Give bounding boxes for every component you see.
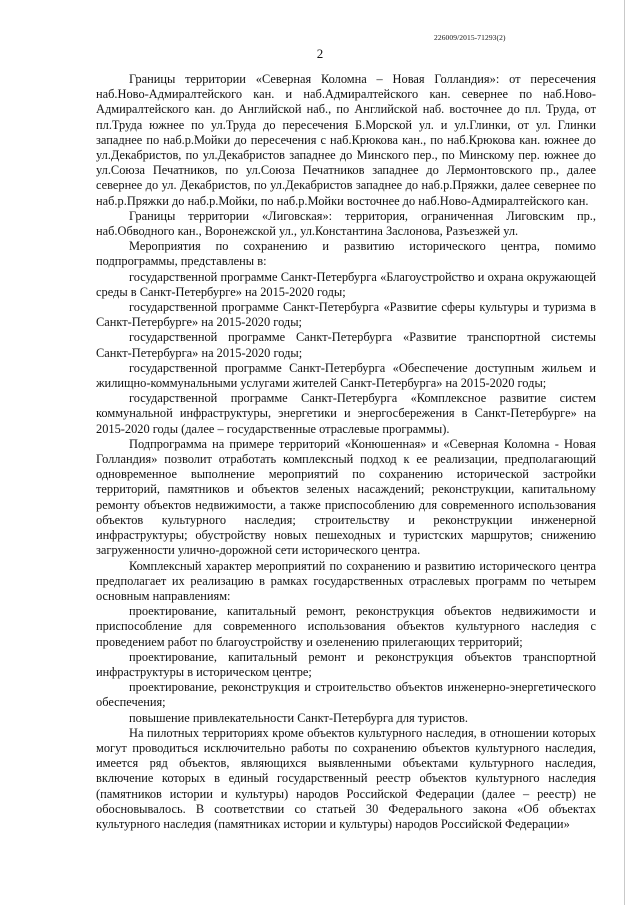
paragraph-measures-intro: Мероприятия по сохранению и развитию исторического центра, помимо подпрограммы, представлены в:: [96, 239, 596, 269]
page-number: 2: [316, 46, 324, 61]
paragraph-ligovskaya-borders: Границы территории «Лиговская»: территория, ограниченная Лиговским пр., наб.Обводного кан., Воронежской ул., ул.Константина Заслонова, Разъезжей ул.: [96, 208, 596, 239]
paragraph-kolomna-borders: Границы территории «Северная Коломна – Новая Голландия»: от пересечения наб.Ново-Адмиралтейского кан. и наб.Адмиралтейского кан. севернее по наб.Ново-Адмиралтейского кан. до Английской наб., по Английской наб. восточнее до пл. Труда, от пл.Труда южнее по ул.Труда до пересечения Б.Морской ул. и ул.Глинки, от ул. Глинки западнее по наб.р.Мойки до пересечения с наб.Крюкова кан., по наб.Крюкова кан. южнее до ул.Декабристов, по ул.Декабристов западнее до Минского пер., по Минскому пер. южнее до ул.Союза Печатников, по ул.Союза Печатников западнее до Лермонтовского пр., далее севернее до ул. Декабристов, по ул.Декабристов западнее до наб.р.Пряжки, далее севернее по наб.р.Пряжки до наб.р.Мойки, по наб.р.Мойки восточнее до наб.Ново-Адмиралтейского кан.: [96, 72, 596, 208]
paragraph-complex-character: Комплексный характер мероприятий по сохранению и развитию исторического центра предполагает их реализацию в рамках государственных отраслевых программ по четырем основным направлениям:: [96, 558, 596, 603]
list-item-program-landscaping: государственной программе Санкт-Петербурга «Благоустройство и охрана окружающей среды в Санкт-Петербурге» на 2015-2020 годы;: [96, 269, 596, 299]
list-item-program-transport: государственной программе Санкт-Петербурга «Развитие транспортной системы Санкт-Петербурга» на 2015-2020 годы;: [96, 330, 596, 360]
paragraph-subprogram-approach: Подпрограмма на примере территорий «Конюшенная» и «Северная Коломна - Новая Голландия» позволит отработать комплексный подход к ее реализации, предполагающий одновременное выполнение мероприятий по сохранению исторической застройки территорий, памятников и объектов зеленых насаждений; реконструкции, капитальному ремонту объектов недвижимости, а также приспособлению для современного использования объектов культурного наследия; строительству и реконструкции инженерной инфраструктуры; обустройству новых пешеходных и туристских маршрутов; снижению загруженности улично-дорожной сети исторического центра.: [96, 436, 596, 558]
list-item-direction-tourism: повышение привлекательности Санкт-Петербурга для туристов.: [129, 710, 468, 725]
scan-edge-line: [624, 0, 625, 905]
paragraph-pilot-territories: На пилотных территориях кроме объектов культурного наследия, в отношении которых могут проводиться исключительно работы по сохранению объектов культурного наследия, имеется ряд объектов, являющихся выявленными объектами культурного наследия, включение которых в единый государственный реестр объектов культурного наследия (памятников истории и культуры) народов Российской Федерации (далее – реестр) не обосновывалось. В соответствии со статьей 30 Федерального закона «Об объектах культурного наследия (памятниках истории и культуры) народов Российской Федерации»: [96, 725, 596, 831]
list-item-program-housing: государственной программе Санкт-Петербурга «Обеспечение доступным жильем и жилищно-коммунальными услугами жителей Санкт-Петербурга» на 2015-2020 годы;: [96, 360, 596, 391]
document-number: 226009/2015-71293(2): [434, 33, 506, 42]
list-item-program-culture: государственной программе Санкт-Петербурга «Развитие сферы культуры и туризма в Санкт-Петербурге» на 2015-2020 годы;: [96, 300, 596, 330]
list-item-direction-real-estate: проектирование, капитальный ремонт, реконструкция объектов недвижимости и приспособление для современного использования объектов культурного наследия с проведением работ по благоустройству и озеленению прилегающих территорий;: [96, 604, 596, 649]
list-item-direction-engineering: проектирование, реконструкция и строительство объектов инженерно-энергетического обеспечения;: [96, 680, 596, 710]
list-item-direction-transport: проектирование, капитальный ремонт и реконструкция объектов транспортной инфраструктуры в историческом центре;: [96, 649, 596, 679]
document-body: [96, 72, 596, 832]
list-item-program-infrastructure: государственной программе Санкт-Петербурга «Комплексное развитие систем коммунальной инфраструктуры, энергетики и энергосбережения в Санкт-Петербурге» на 2015-2020 годы (далее – государственные отраслевые программы).: [96, 391, 596, 436]
